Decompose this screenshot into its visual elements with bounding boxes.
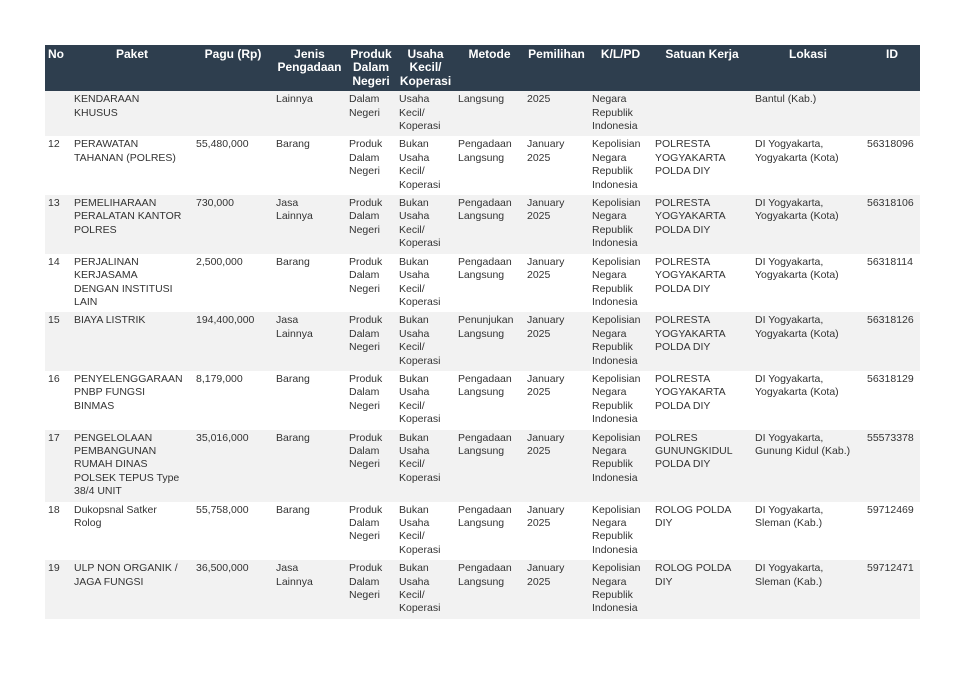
header-row [45,45,920,91]
cell-id [864,91,920,136]
table-row [45,312,920,371]
cell-no: 16 [45,371,71,430]
cell-lokasi: DI Yogyakarta, Yogyakarta (Kota) [752,312,864,371]
cell-klpd: Kepolisian Negara Republik Indonesia [589,195,652,254]
cell-paket: PENGELOLAAN PEMBANGUNAN RUMAH DINAS POLSEK TEPUS Type 38/4 UNIT [71,430,193,502]
column-header-pagu: Pagu (Rp) [193,45,273,91]
cell-klpd: Kepolisian Negara Republik Indonesia [589,254,652,313]
cell-jenis-pengadaan: Jasa Lainnya [273,312,346,371]
cell-produk-dalam-negeri: Produk Dalam Negeri [346,312,396,371]
cell-no: 19 [45,560,71,619]
cell-lokasi: Bantul (Kab.) [752,91,864,136]
cell-pemilihan: January 2025 [524,430,589,502]
column-header-id: ID [864,45,920,91]
cell-klpd: Kepolisian Negara Republik Indonesia [589,136,652,195]
cell-klpd: Kepolisian Negara Republik Indonesia [589,560,652,619]
cell-pemilihan: January 2025 [524,136,589,195]
table-row [45,136,920,195]
cell-pagu: 730,000 [193,195,273,254]
cell-usaha-kecil-koperasi: Bukan Usaha Kecil/ Koperasi [396,312,455,371]
cell-metode: Pengadaan Langsung [455,560,524,619]
cell-usaha-kecil-koperasi: Bukan Usaha Kecil/ Koperasi [396,254,455,313]
cell-metode: Pengadaan Langsung [455,136,524,195]
cell-pemilihan: January 2025 [524,312,589,371]
cell-jenis-pengadaan: Jasa Lainnya [273,195,346,254]
cell-no: 13 [45,195,71,254]
cell-produk-dalam-negeri: Produk Dalam Negeri [346,371,396,430]
cell-klpd: Kepolisian Negara Republik Indonesia [589,430,652,502]
cell-metode: Pengadaan Langsung [455,195,524,254]
cell-pagu: 2,500,000 [193,254,273,313]
cell-jenis-pengadaan: Barang [273,430,346,502]
cell-no: 17 [45,430,71,502]
cell-jenis-pengadaan: Barang [273,371,346,430]
cell-paket: PERJALINAN KERJASAMA DENGAN INSTITUSI LAIN [71,254,193,313]
cell-paket: KENDARAAN KHUSUS [71,91,193,136]
cell-id: 56318126 [864,312,920,371]
cell-usaha-kecil-koperasi: Bukan Usaha Kecil/ Koperasi [396,195,455,254]
table-row [45,91,920,136]
cell-id: 56318129 [864,371,920,430]
cell-produk-dalam-negeri: Produk Dalam Negeri [346,502,396,561]
cell-klpd: Kepolisian Negara Republik Indonesia [589,312,652,371]
cell-metode: Pengadaan Langsung [455,502,524,561]
cell-jenis-pengadaan: Lainnya [273,91,346,136]
cell-pagu: 8,179,000 [193,371,273,430]
table-row [45,560,920,619]
cell-usaha-kecil-koperasi: Bukan Usaha Kecil/ Koperasi [396,502,455,561]
cell-satuan-kerja: ROLOG POLDA DIY [652,560,752,619]
column-header-klpd: K/L/PD [589,45,652,91]
cell-usaha-kecil-koperasi: Bukan Usaha Kecil/ Koperasi [396,371,455,430]
cell-pemilihan: January 2025 [524,371,589,430]
cell-metode: Pengadaan Langsung [455,430,524,502]
cell-paket: Dukopsnal Satker Rolog [71,502,193,561]
cell-pagu: 55,480,000 [193,136,273,195]
column-header-metode: Metode [455,45,524,91]
cell-produk-dalam-negeri: Produk Dalam Negeri [346,136,396,195]
cell-satuan-kerja: ROLOG POLDA DIY [652,502,752,561]
column-header-lokasi: Lokasi [752,45,864,91]
cell-pagu: 35,016,000 [193,430,273,502]
table-row [45,371,920,430]
cell-lokasi: DI Yogyakarta, Yogyakarta (Kota) [752,371,864,430]
cell-klpd: Negara Republik Indonesia [589,91,652,136]
table-body [45,91,920,619]
cell-pagu: 55,758,000 [193,502,273,561]
cell-pemilihan: January 2025 [524,195,589,254]
table-row [45,195,920,254]
cell-metode: Pengadaan Langsung [455,254,524,313]
table-row [45,502,920,561]
cell-produk-dalam-negeri: Dalam Negeri [346,91,396,136]
cell-id: 55573378 [864,430,920,502]
column-header-jenis-pengadaan: Jenis Pengadaan [273,45,346,91]
column-header-usaha-kecil-koperasi: Usaha Kecil/ Koperasi [396,45,455,91]
cell-usaha-kecil-koperasi: Bukan Usaha Kecil/ Koperasi [396,430,455,502]
cell-jenis-pengadaan: Barang [273,502,346,561]
cell-pagu: 194,400,000 [193,312,273,371]
cell-no: 15 [45,312,71,371]
column-header-produk-dalam-negeri: Produk Dalam Negeri [346,45,396,91]
cell-pagu: 36,500,000 [193,560,273,619]
cell-pagu [193,91,273,136]
cell-lokasi: DI Yogyakarta, Sleman (Kab.) [752,502,864,561]
cell-klpd: Kepolisian Negara Republik Indonesia [589,371,652,430]
cell-produk-dalam-negeri: Produk Dalam Negeri [346,254,396,313]
cell-id: 56318096 [864,136,920,195]
cell-lokasi: DI Yogyakarta, Yogyakarta (Kota) [752,254,864,313]
cell-lokasi: DI Yogyakarta, Yogyakarta (Kota) [752,136,864,195]
cell-lokasi: DI Yogyakarta, Yogyakarta (Kota) [752,195,864,254]
cell-satuan-kerja [652,91,752,136]
cell-pemilihan: January 2025 [524,502,589,561]
column-header-paket: Paket [71,45,193,91]
cell-pemilihan: January 2025 [524,560,589,619]
cell-metode: Pengadaan Langsung [455,371,524,430]
cell-usaha-kecil-koperasi: Bukan Usaha Kecil/ Koperasi [396,560,455,619]
cell-produk-dalam-negeri: Produk Dalam Negeri [346,195,396,254]
cell-lokasi: DI Yogyakarta, Sleman (Kab.) [752,560,864,619]
cell-paket: PENYELENGGARAAN PNBP FUNGSI BINMAS [71,371,193,430]
cell-paket: ULP NON ORGANIK / JAGA FUNGSI [71,560,193,619]
cell-paket: PERAWATAN TAHANAN (POLRES) [71,136,193,195]
table-row [45,254,920,313]
cell-satuan-kerja: POLRESTA YOGYAKARTA POLDA DIY [652,195,752,254]
cell-no: 18 [45,502,71,561]
cell-jenis-pengadaan: Barang [273,136,346,195]
cell-usaha-kecil-koperasi: Usaha Kecil/ Koperasi [396,91,455,136]
cell-no: 12 [45,136,71,195]
column-header-no: No [45,45,71,91]
cell-satuan-kerja: POLRESTA YOGYAKARTA POLDA DIY [652,371,752,430]
cell-id: 59712471 [864,560,920,619]
cell-lokasi: DI Yogyakarta, Gunung Kidul (Kab.) [752,430,864,502]
cell-paket: PEMELIHARAAN PERALATAN KANTOR POLRES [71,195,193,254]
cell-jenis-pengadaan: Barang [273,254,346,313]
cell-satuan-kerja: POLRES GUNUNGKIDUL POLDA DIY [652,430,752,502]
cell-jenis-pengadaan: Jasa Lainnya [273,560,346,619]
cell-no: 14 [45,254,71,313]
cell-pemilihan: January 2025 [524,254,589,313]
cell-produk-dalam-negeri: Produk Dalam Negeri [346,560,396,619]
cell-paket: BIAYA LISTRIK [71,312,193,371]
column-header-satuan-kerja: Satuan Kerja [652,45,752,91]
cell-id: 59712469 [864,502,920,561]
cell-klpd: Kepolisian Negara Republik Indonesia [589,502,652,561]
cell-satuan-kerja: POLRESTA YOGYAKARTA POLDA DIY [652,136,752,195]
cell-satuan-kerja: POLRESTA YOGYAKARTA POLDA DIY [652,254,752,313]
cell-id: 56318106 [864,195,920,254]
table-row [45,430,920,502]
cell-metode: Penunjukan Langsung [455,312,524,371]
cell-pemilihan: 2025 [524,91,589,136]
cell-satuan-kerja: POLRESTA YOGYAKARTA POLDA DIY [652,312,752,371]
cell-no [45,91,71,136]
cell-usaha-kecil-koperasi: Bukan Usaha Kecil/ Koperasi [396,136,455,195]
cell-produk-dalam-negeri: Produk Dalam Negeri [346,430,396,502]
cell-id: 56318114 [864,254,920,313]
column-header-pemilihan: Pemilihan [524,45,589,91]
cell-metode: Langsung [455,91,524,136]
procurement-table [45,45,920,619]
table-header [45,45,920,91]
